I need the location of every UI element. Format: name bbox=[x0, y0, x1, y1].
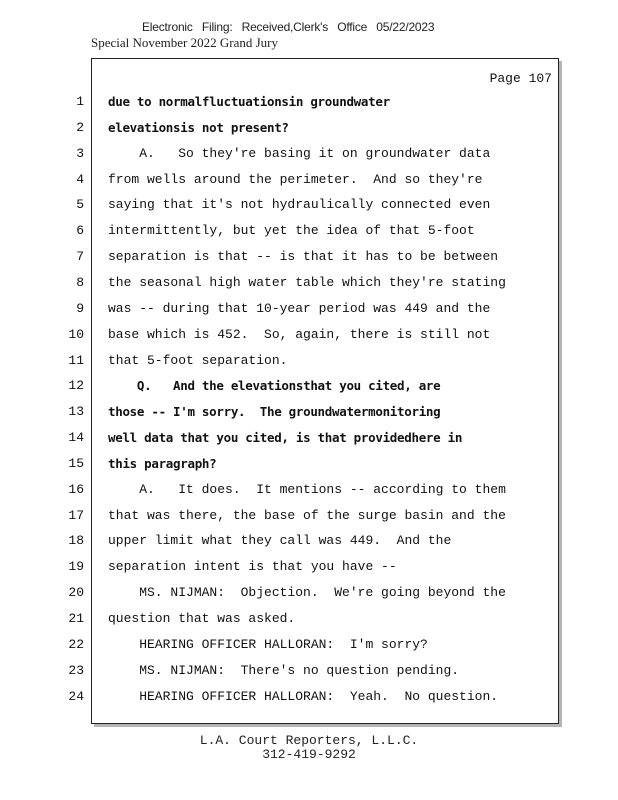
line-number: 11 bbox=[68, 353, 84, 368]
line-number: 24 bbox=[68, 689, 84, 704]
transcript-line: elevationsis not present? bbox=[108, 120, 289, 135]
transcript-line: A. So they're basing it on groundwater data bbox=[108, 146, 491, 161]
line-number: 6 bbox=[76, 223, 84, 238]
filing-stamp-word: Office bbox=[337, 20, 368, 34]
footer bbox=[0, 734, 618, 762]
line-number: 20 bbox=[68, 585, 84, 600]
transcript-line: HEARING OFFICER HALLORAN: I'm sorry? bbox=[108, 637, 428, 652]
transcript-line: was -- during that 10-year period was 449 and the bbox=[108, 301, 491, 316]
line-number: 5 bbox=[76, 197, 84, 212]
line-number: 14 bbox=[68, 430, 84, 445]
filing-stamp-word: Received,Clerk's bbox=[241, 20, 329, 34]
line-number: 1 bbox=[76, 94, 84, 109]
filing-stamp-date: 05/22/2023 bbox=[376, 20, 435, 34]
line-number: 9 bbox=[76, 301, 84, 316]
transcript-line: intermittently, but yet the idea of that 5-foot bbox=[108, 223, 475, 238]
line-number: 12 bbox=[68, 378, 84, 393]
line-number: 23 bbox=[68, 663, 84, 678]
transcript-line: the seasonal high water table which they're stating bbox=[108, 275, 506, 290]
line-number: 7 bbox=[76, 249, 84, 264]
transcript-line: separation intent is that you have -- bbox=[108, 559, 397, 574]
line-number: 3 bbox=[76, 146, 84, 161]
line-number: 16 bbox=[68, 482, 84, 497]
transcript-line: this paragraph? bbox=[108, 456, 217, 471]
transcript-line: due to normalfluctuationsin groundwater bbox=[108, 94, 390, 109]
transcript-line: question that was asked. bbox=[108, 611, 296, 626]
transcript-line: that 5-foot separation. bbox=[108, 353, 288, 368]
line-number: 21 bbox=[68, 611, 84, 626]
line-number: 17 bbox=[68, 508, 84, 523]
transcript-line: Q. And the elevationsthat you cited, are bbox=[108, 378, 441, 393]
filing-stamp bbox=[142, 20, 440, 34]
transcript-line: well data that you cited, is that providedhere in bbox=[108, 430, 463, 445]
line-number: 2 bbox=[76, 120, 84, 135]
transcript-line: saying that it's not hydraulically connected even bbox=[108, 197, 491, 212]
page-number: Page 107 bbox=[489, 71, 552, 86]
line-number: 22 bbox=[68, 637, 84, 652]
transcript-line: HEARING OFFICER HALLORAN: Yeah. No question. bbox=[108, 689, 499, 704]
line-number: 10 bbox=[68, 327, 84, 342]
line-number: 8 bbox=[76, 275, 84, 290]
line-number: 15 bbox=[68, 456, 84, 471]
line-number: 13 bbox=[68, 404, 84, 419]
filing-stamp-word: Filing: bbox=[201, 20, 233, 34]
line-number: 18 bbox=[68, 533, 84, 548]
reporter-company: L.A. Court Reporters, L.L.C. bbox=[199, 733, 419, 748]
transcript-line: from wells around the perimeter. And so they're bbox=[108, 172, 483, 187]
transcript-line: separation is that -- is that it has to be between bbox=[108, 249, 499, 264]
filing-stamp-word: Electronic bbox=[142, 20, 193, 34]
line-number: 19 bbox=[68, 559, 84, 574]
transcript-line: A. It does. It mentions -- according to them bbox=[108, 482, 506, 497]
line-number: 4 bbox=[76, 172, 84, 187]
transcript-line: those -- I'm sorry. The groundwatermonitoring bbox=[108, 404, 441, 419]
transcript-line: MS. NIJMAN: Objection. We're going beyond the bbox=[108, 585, 506, 600]
reporter-phone: 312-419-9292 bbox=[262, 747, 356, 762]
transcript-line: MS. NIJMAN: There's no question pending. bbox=[108, 663, 460, 678]
transcript-line: upper limit what they call was 449. And the bbox=[108, 533, 452, 548]
case-title: Special November 2022 Grand Jury bbox=[91, 35, 279, 50]
transcript-line: that was there, the base of the surge basin and the bbox=[108, 508, 506, 523]
transcript-line: base which is 452. So, again, there is still not bbox=[108, 327, 491, 342]
